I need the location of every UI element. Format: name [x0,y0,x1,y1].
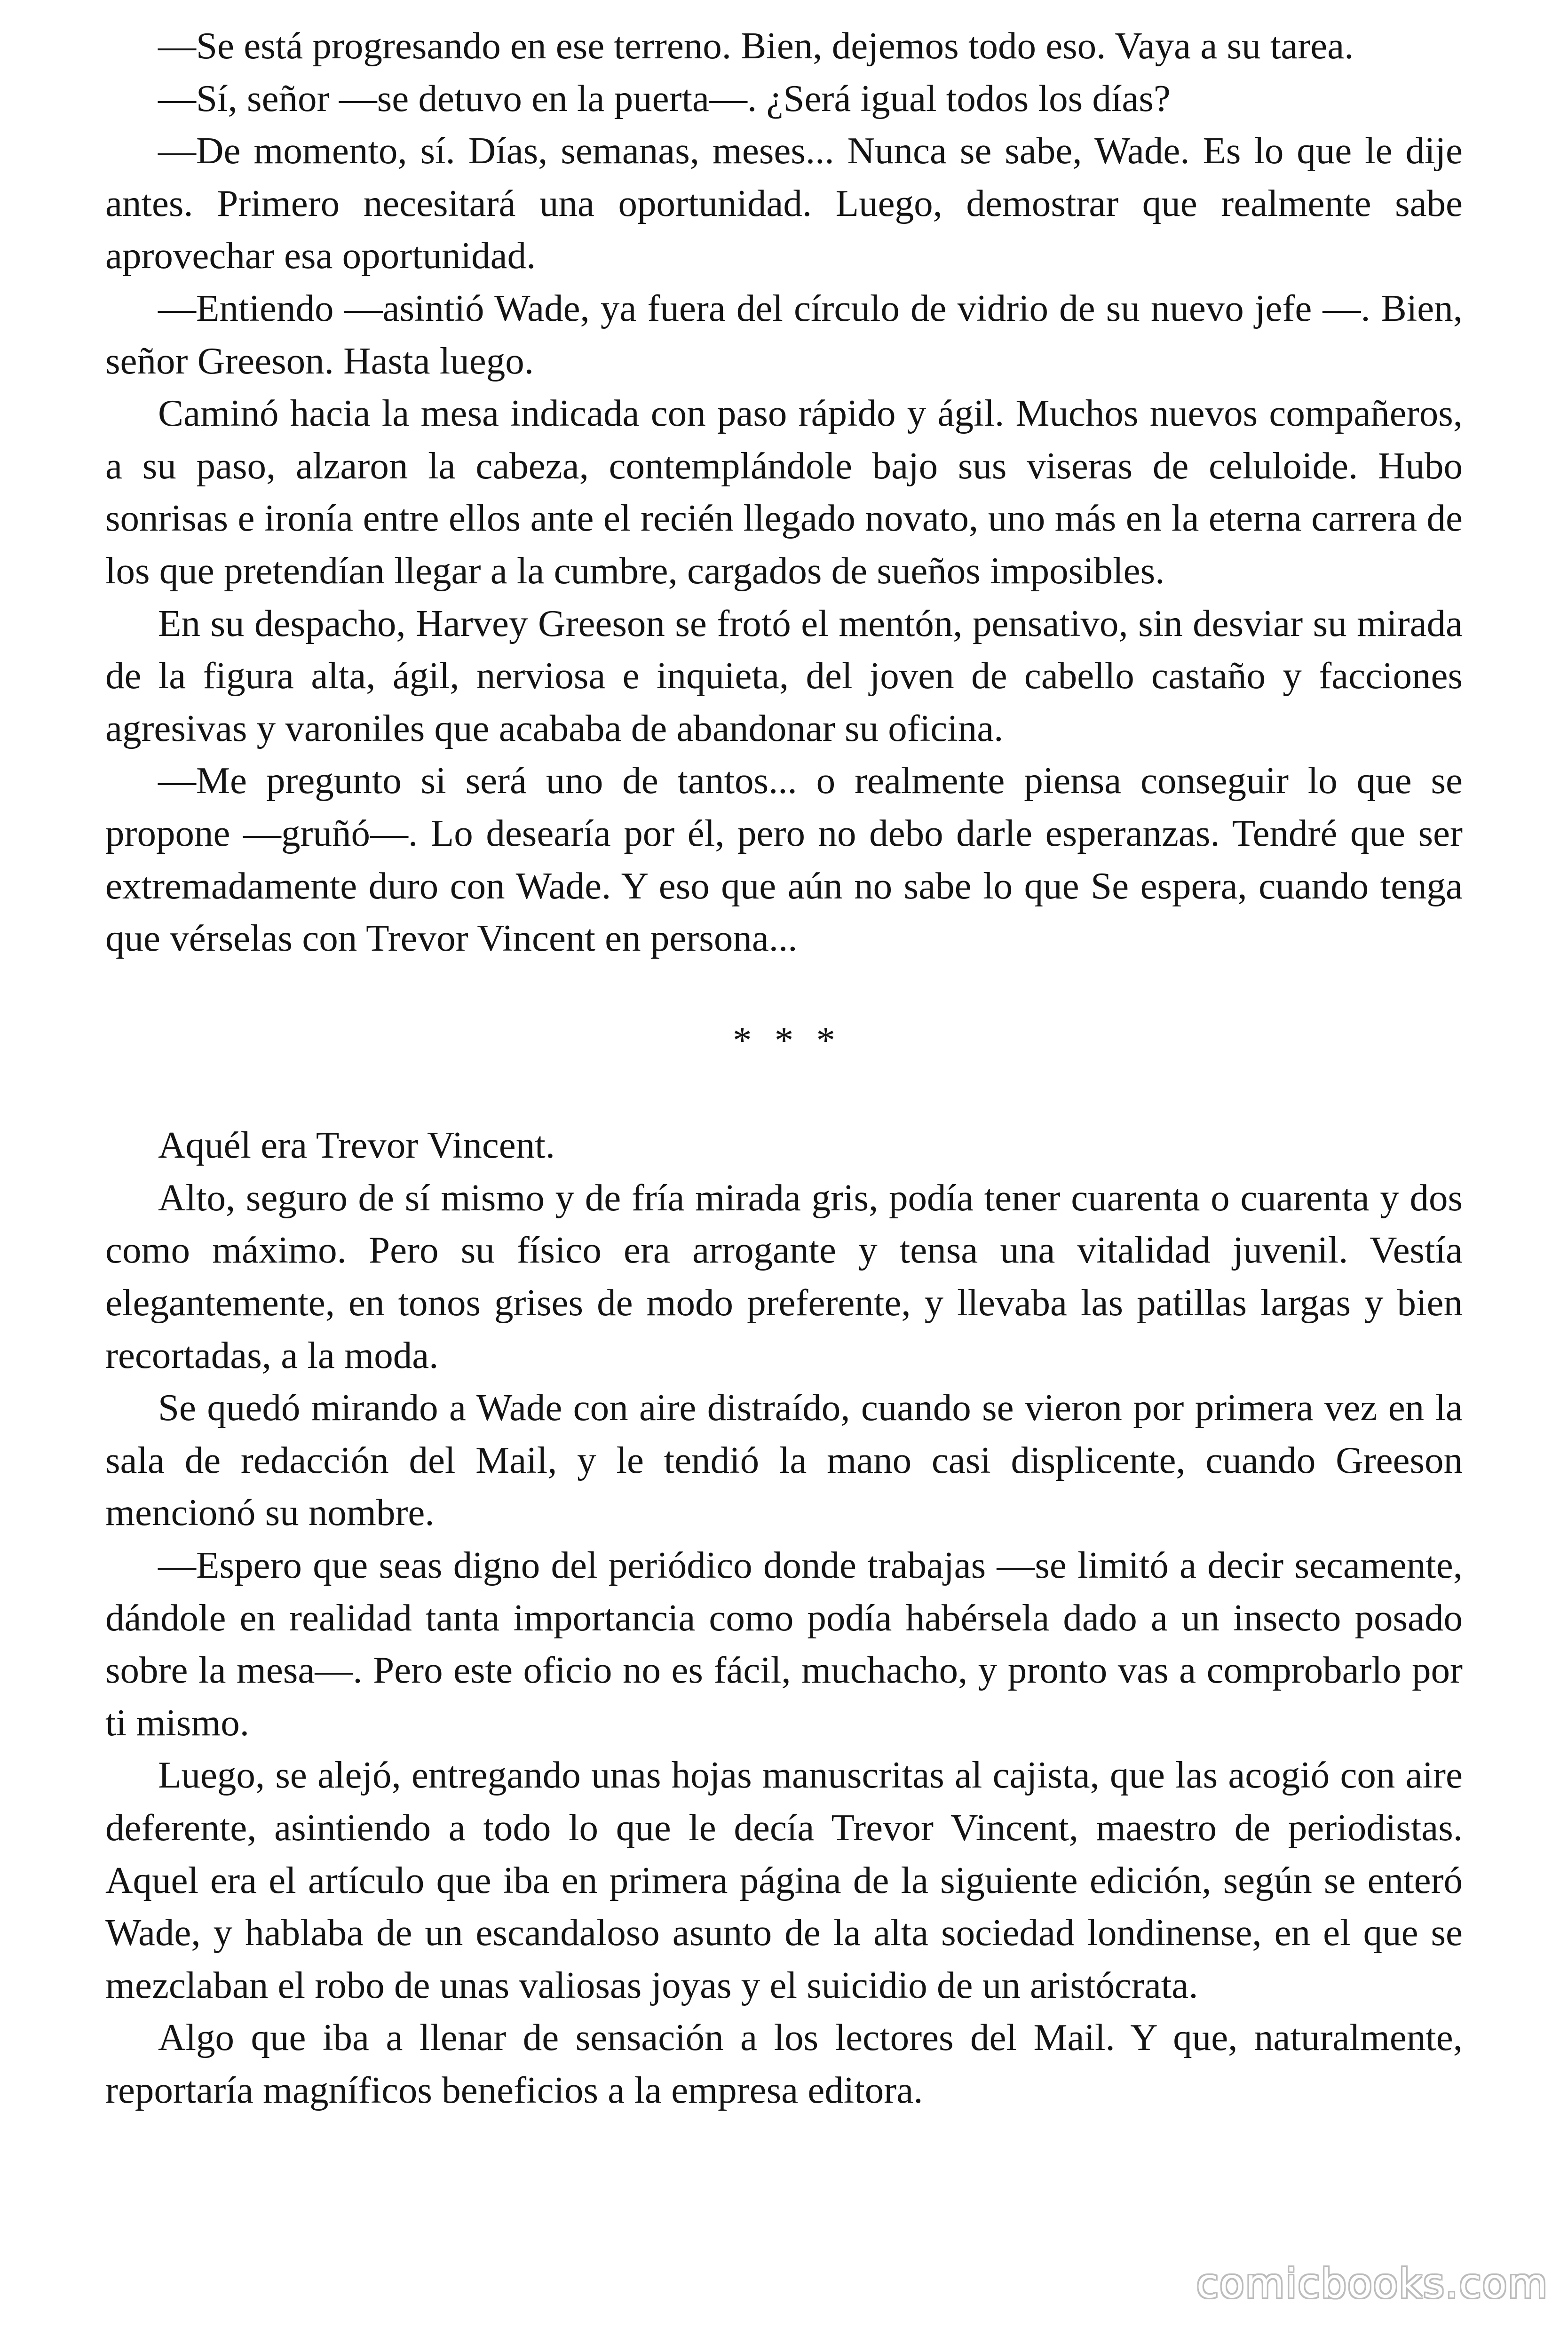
section-separator: * * * [733,1018,842,1061]
paragraph: En su despacho, Harvey Greeson se frotó el mentón, pensativo, sin desviar su mirada de la figura alta, ágil, nerviosa e inquieta, del joven de cabello castaño y facciones agresivas y varoniles que acababa de abandonar su oficina. [105,602,1463,749]
paragraph: —Espero que seas digno del periódico donde trabajas —se limitó a decir secamente, dándole en realidad tanta importancia como podía habérsela dado a un insecto posado sobre la mesa—. Pero este oficio no es fácil, muchacho, y pronto vas a comprobarlo por ti mismo. [105,1544,1463,1744]
paragraph: Alto, seguro de sí mismo y de fría mirada gris, podía tener cuarenta o cuarenta y dos como máximo. Pero su físico era arrogante y tensa una vitalidad juvenil. Vestía elegantemente, en tonos grises de modo preferente, y llevaba las patillas largas y bien recortadas, a la moda. [105,1176,1463,1376]
text-block-after [105,1119,1463,2116]
paragraph: —De momento, sí. Días, semanas, meses... Nunca se sabe, Wade. Es lo que le dije antes. Primero necesitará una oportunidad. Luego, demostrar que realmente sabe aprovechar esa oportunidad. [105,129,1463,277]
paragraph: Se quedó mirando a Wade con aire distraído, cuando se vieron por primera vez en la sala de redacción del Mail, y le tendió la mano casi displicente, cuando Greeson mencionó su nombre. [105,1386,1463,1534]
paragraph: Luego, se alejó, entregando unas hojas manuscritas al cajista, que las acogió con aire deferente, asintiendo a todo lo que le decía Trevor Vincent, maestro de periodistas. Aquel era el artículo que iba en primera página de la siguiente edición, según se enteró Wade, y hablaba de un escandaloso asunto de la alta sociedad londinense, en el que se mezclaban el robo de unas valiosas joyas y el suicidio de un aristócrata. [105,1754,1463,2006]
paragraph: —Sí, señor —se detuvo en la puerta—. ¿Será igual todos los días? [158,77,1171,119]
watermark: comicbooks.com [1196,2260,1548,2307]
paragraph: —Me pregunto si será uno de tantos... o realmente piensa conseguir lo que se propone —gruñó—. Lo desearía por él, pero no debo darle esperanzas. Tendré que ser extremadamente duro con Wade. Y eso que aún no sabe lo que Se espera, cuando tenga que vérselas con Trevor Vincent en persona... [105,759,1463,960]
paragraph: Algo que iba a llenar de sensación a los lectores del Mail. Y que, naturalmente, reportaría magníficos beneficios a la empresa editora. [105,2016,1463,2111]
paragraph: Aquél era Trevor Vincent. [158,1124,555,1167]
paragraph: Caminó hacia la mesa indicada con paso rápido y ágil. Muchos nuevos compañeros, a su paso, alzaron la cabeza, contemplándole bajo sus viseras de celuloide. Hubo sonrisas e ironía entre ellos ante el recién llegado novato, uno más en la eterna carrera de los que pretendían llegar a la cumbre, cargados de sueños imposibles. [105,392,1463,592]
text-block-before [105,20,1463,965]
paragraph: —Se está progresando en ese terreno. Bien, dejemos todo eso. Vaya a su tarea. [158,24,1354,67]
paragraph: —Entiendo —asintió Wade, ya fuera del círculo de vidrio de su nuevo jefe —. Bien, señor Greeson. Hasta luego. [105,286,1463,382]
book-page [105,20,1463,2117]
